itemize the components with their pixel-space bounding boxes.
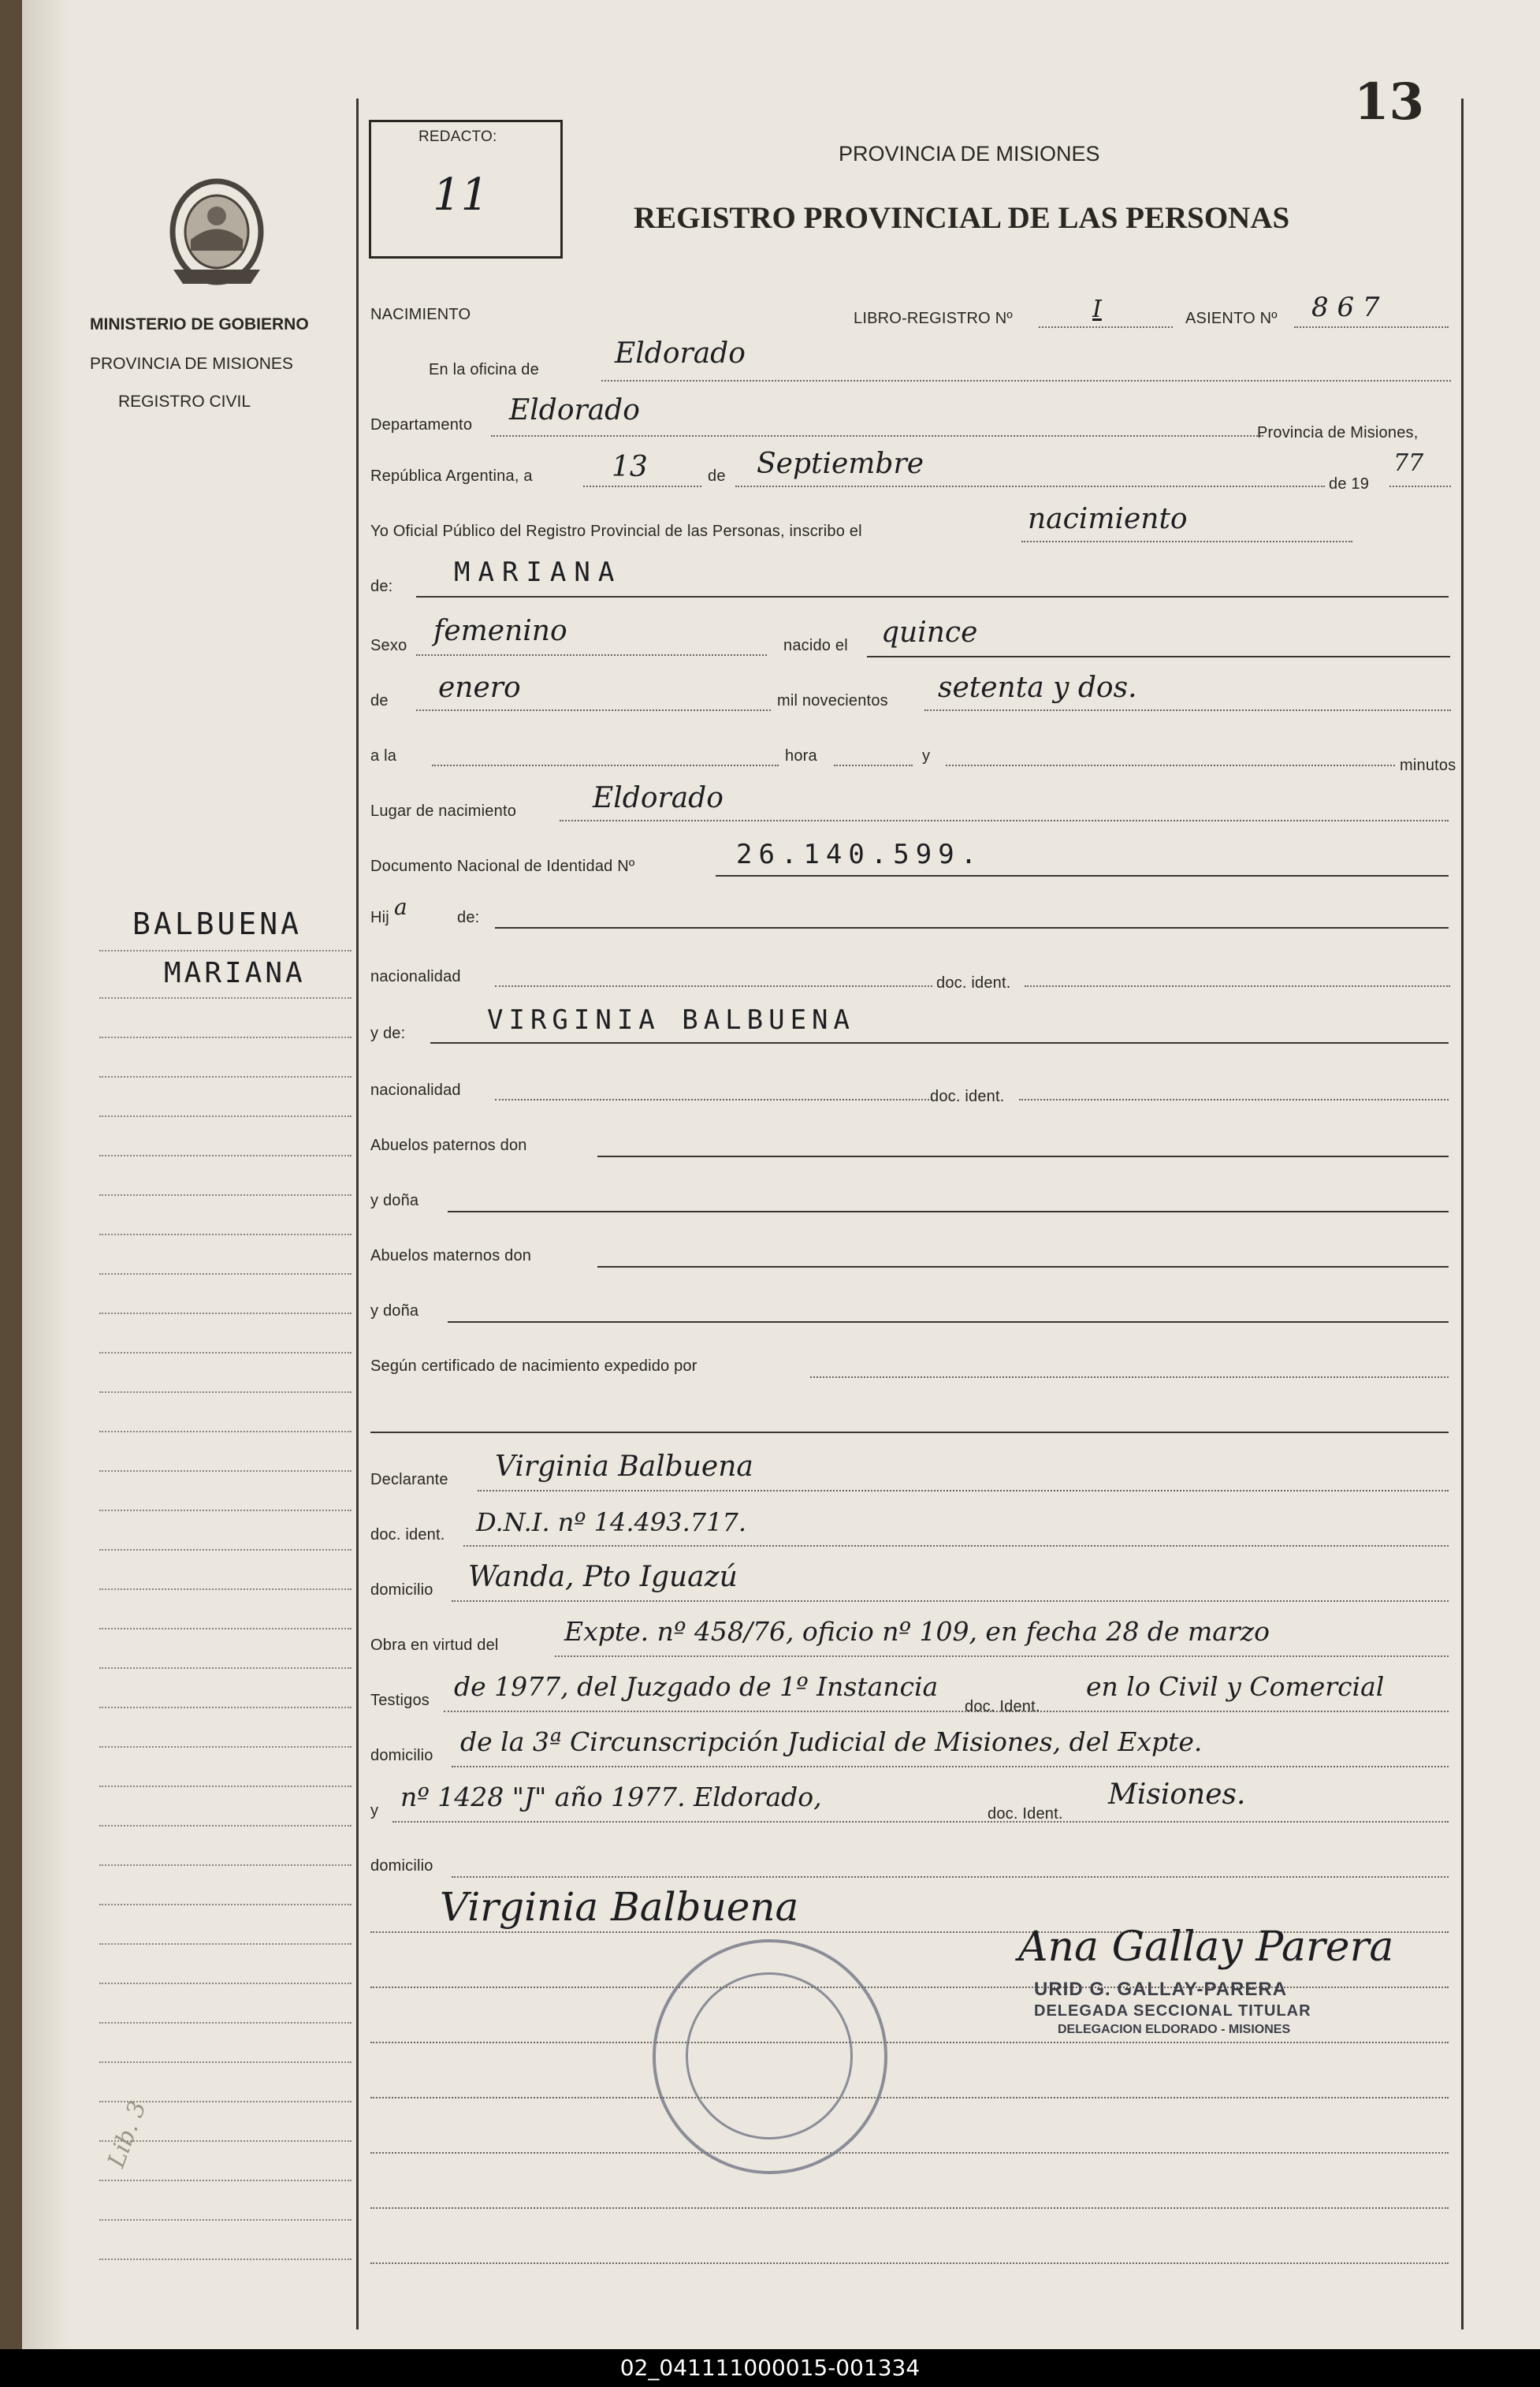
hijo-label: Hij [370, 909, 389, 926]
domicilio3-label: domicilio [370, 1857, 433, 1875]
declarante-value: Virginia Balbuena [495, 1450, 753, 1483]
asiento-value: 8 6 7 [1311, 292, 1380, 323]
margin-line [99, 1864, 352, 1866]
libro-value: I [1092, 296, 1102, 323]
day-value: 13 [612, 451, 648, 483]
month-value: Septiembre [757, 448, 924, 480]
oficina-label: En la oficina de [429, 361, 539, 378]
testigos-value: de 1977, del Juzgado de 1º Instancia [454, 1671, 939, 1702]
doc-ident3-value: D.N.I. nº 14.493.717. [476, 1507, 747, 1537]
margin-line [99, 1628, 352, 1629]
provincia-suffix: Provincia de Misiones, [1257, 424, 1419, 441]
margin-line [99, 2219, 352, 2221]
doc-ident-label: doc. ident. [936, 974, 1011, 992]
margin-line [99, 1510, 352, 1511]
margin-line [99, 1904, 352, 1905]
page-number: 13 [1354, 73, 1425, 132]
testigos-label: Testigos [370, 1692, 430, 1709]
margin-line [99, 1234, 352, 1235]
margin-line [99, 1667, 352, 1669]
oficial-value: nacimiento [1028, 503, 1188, 535]
redacto-box [369, 120, 563, 259]
hora-label: hora [785, 747, 817, 765]
nacido-value: quince [881, 616, 978, 649]
birth-month-value: enero [438, 672, 521, 704]
margin-line [99, 1746, 352, 1748]
footer-id: 02_041111000015-001334 [0, 2349, 1540, 2387]
margin-line [99, 1194, 352, 1196]
lugar-label: Lugar de nacimiento [370, 802, 517, 820]
official-title: DELEGADA SECCIONAL TITULAR [1034, 2002, 1311, 2020]
margin-line [99, 1470, 352, 1472]
declarant-signature: Virginia Balbuena [440, 1884, 799, 1930]
margin-line [99, 1037, 352, 1038]
sexo-label: Sexo [370, 637, 407, 654]
margin-line [99, 1391, 352, 1393]
de2-label: de [370, 692, 389, 709]
oficina-value: Eldorado [615, 337, 746, 370]
sexo-value: femenino [433, 615, 567, 647]
domicilio-value: Wanda, Pto Iguazú [468, 1561, 738, 1593]
y2-doc-label: doc. Ident. [988, 1805, 1063, 1823]
margin-line [99, 1431, 352, 1432]
mil-label: mil novecientos [777, 692, 888, 709]
left-frame-line [356, 99, 359, 2329]
redacto-label: REDACTO: [418, 128, 497, 145]
document-sheet [22, 0, 1540, 2349]
margin-line [99, 2061, 352, 2063]
provincia-label: PROVINCIA DE MISIONES [90, 355, 293, 373]
margin-line [99, 1707, 352, 1708]
year-value: 77 [1393, 449, 1424, 477]
ala-label: a la [370, 747, 397, 765]
de-name-label: de: [370, 578, 393, 595]
margin-line [99, 1115, 352, 1117]
margin-line [99, 2140, 352, 2142]
domicilio-label: domicilio [370, 1581, 433, 1599]
margin-line [99, 1825, 352, 1827]
act-type-label: NACIMIENTO [370, 306, 471, 323]
de-label: de [708, 467, 726, 485]
margin-pencil-note: Lib. 3 [102, 2097, 152, 2172]
y-dona2-label: y doña [370, 1302, 419, 1320]
minutos-label: minutos [1400, 757, 1456, 774]
doc-ident2-label: doc. ident. [930, 1088, 1005, 1105]
margin-line [99, 1076, 352, 1078]
margin-line [99, 1549, 352, 1551]
y-label: y [922, 747, 931, 765]
official-signature: Ana Gallay Parera [1018, 1923, 1394, 1971]
libro-label: LIBRO-REGISTRO Nº [854, 310, 1013, 327]
margin-line [99, 1943, 352, 1945]
obra-label: Obra en virtud del [370, 1637, 499, 1654]
margin-line [99, 1786, 352, 1787]
y2-value: nº 1428 "J" año 1977. Eldorado, [400, 1782, 822, 1812]
margin-line [99, 1313, 352, 1314]
official-office: DELEGACION ELDORADO - MISIONES [1058, 2023, 1291, 2036]
mother-value: VIRGINIA BALBUENA [487, 1004, 855, 1036]
margin-line [99, 2259, 352, 2260]
margin-line [99, 997, 352, 999]
mil-value: setenta y dos. [938, 672, 1137, 704]
y2-doc-value: Misiones. [1108, 1778, 1246, 1811]
doc-ident3-label: doc. ident. [370, 1526, 445, 1544]
republica-label: República Argentina, a [370, 467, 533, 485]
declarante-label: Declarante [370, 1471, 448, 1488]
y-dona-label: y doña [370, 1192, 419, 1209]
margin-surname: BALBUENA [132, 907, 303, 941]
obra-value: Expte. nº 458/76, oficio nº 109, en fecha 28 de marzo [564, 1616, 1270, 1647]
nacido-label: nacido el [783, 637, 848, 654]
name-value: MARIANA [454, 557, 623, 588]
dni-value: 26.140.599. [736, 839, 984, 870]
abuelos-m-label: Abuelos maternos don [370, 1247, 532, 1264]
coat-of-arms-logo [158, 175, 276, 293]
testigos-doc-label: doc. Ident. [965, 1698, 1040, 1715]
asiento-label: ASIENTO Nº [1185, 310, 1278, 327]
margin-line [99, 1155, 352, 1156]
domicilio2-value: de la 3ª Circunscripción Judicial de Misiones, del Expte. [460, 1726, 1203, 1757]
header-province: PROVINCIA DE MISIONES [839, 142, 1100, 166]
margin-line [99, 1983, 352, 1984]
nacionalidad2-label: nacionalidad [370, 1082, 461, 1099]
testigos-doc-value: en lo Civil y Comercial [1086, 1671, 1385, 1702]
margin-line [99, 1352, 352, 1354]
ministerio-label: MINISTERIO DE GOBIERNO [90, 315, 309, 333]
margin-line [99, 2101, 352, 2102]
header-title: REGISTRO PROVINCIAL DE LAS PERSONAS [634, 201, 1290, 235]
departamento-value: Eldorado [509, 394, 640, 426]
hijo-suffix: a [394, 894, 407, 920]
nacionalidad-label: nacionalidad [370, 968, 461, 985]
official-name: URID G. GALLAY-PARERA [1034, 1979, 1288, 2000]
departamento-label: Departamento [370, 416, 473, 434]
margin-name: MARIANA [164, 957, 306, 989]
hijo-de-label: de: [457, 909, 480, 926]
redacto-value: 11 [433, 169, 489, 221]
y-de-label: y de: [370, 1025, 406, 1042]
y2-label: y [370, 1802, 379, 1819]
margin-line [99, 2180, 352, 2181]
segun-label: Según certificado de nacimiento expedido por [370, 1357, 697, 1375]
lugar-value: Eldorado [593, 782, 724, 814]
oficial-label: Yo Oficial Público del Registro Provincial de las Personas, inscribo el [370, 523, 862, 540]
margin-line [99, 950, 352, 951]
margin-line [99, 1588, 352, 1590]
abuelos-p-label: Abuelos paternos don [370, 1137, 527, 1154]
margin-line [99, 2022, 352, 2024]
right-frame-line [1461, 99, 1464, 2329]
dni-label: Documento Nacional de Identidad Nº [370, 858, 635, 875]
domicilio2-label: domicilio [370, 1747, 433, 1764]
year-label: de 19 [1329, 475, 1370, 493]
margin-line [99, 1273, 352, 1275]
registro-civil-label: REGISTRO CIVIL [117, 393, 251, 411]
official-seal-stamp [653, 1939, 887, 2174]
